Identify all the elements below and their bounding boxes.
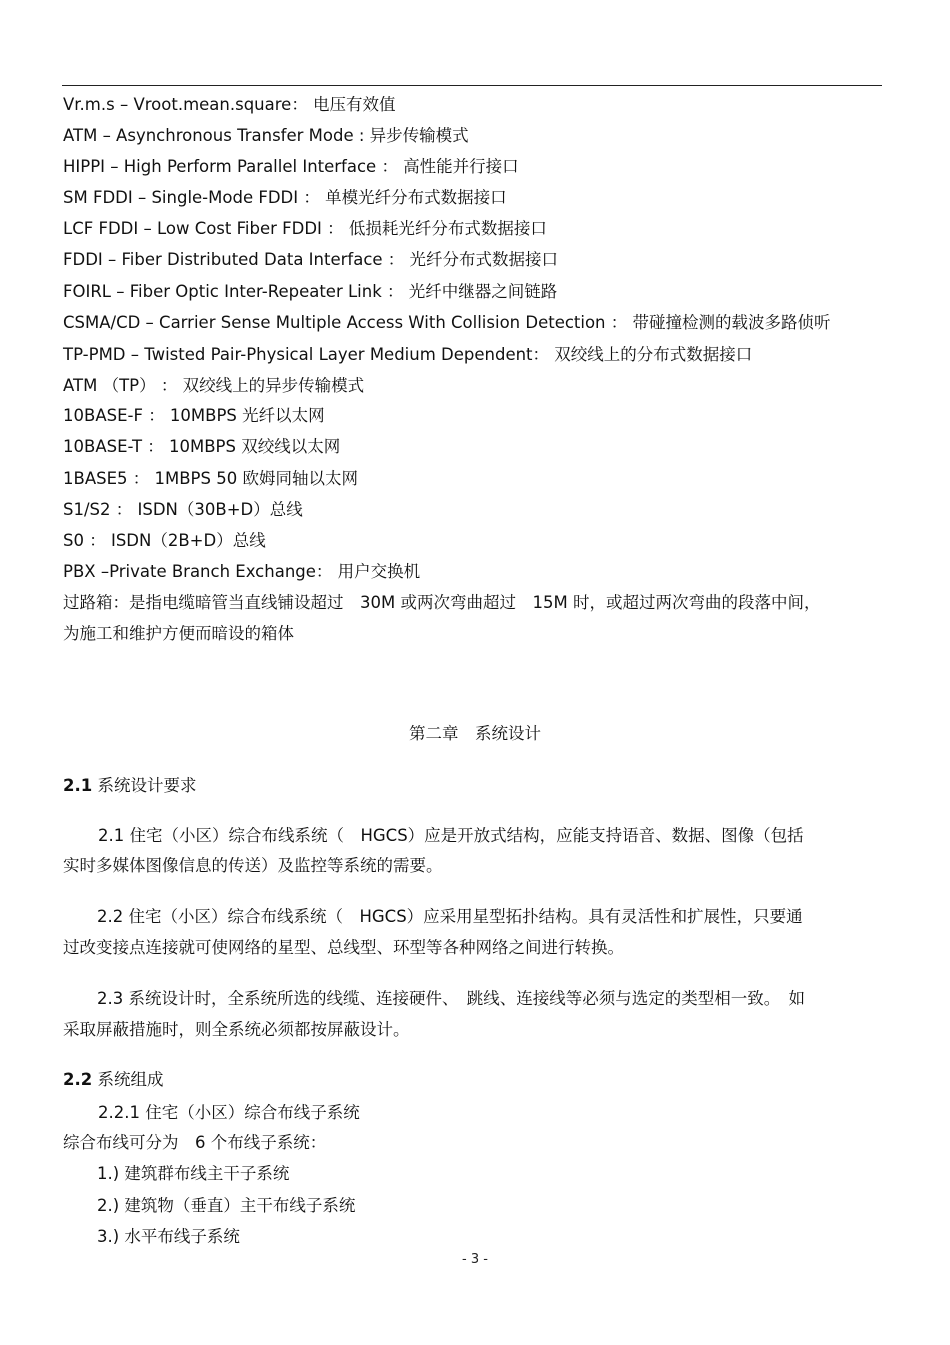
list-item: 2.) 建筑物（垂直）主干布线子系统 (97, 1196, 356, 1215)
header-rule (62, 85, 882, 86)
section-number: 2.2 (63, 1070, 93, 1089)
glossary-line: FOIRL – Fiber Optic Inter-Repeater Link ： 光纤中继器之间链路 (63, 282, 558, 301)
glossary-line: ATM – Asynchronous Transfer Mode : 异步传输模式 (63, 126, 469, 145)
glossary-line: S0 ： ISDN（2B+D）总线 (63, 531, 266, 550)
glossary-line: 10BASE-T ： 10MBPS 双绞线以太网 (63, 437, 341, 456)
paragraph-line: 2.1 住宅（小区）综合布线系统（ HGCS）应是开放式结构，应能支持语音、数据、图像（包括 (98, 826, 804, 845)
paragraph-line: 采取屏蔽措施时，则全系统必须都按屏蔽设计。 (63, 1020, 410, 1039)
glossary-line: Vr.m.s – Vroot.mean.square： 电压有效值 (63, 95, 396, 114)
list-item: 3.) 水平布线子系统 (97, 1227, 240, 1246)
glossary-line: 1BASE5 ： 1MBPS 50 欧姆同轴以太网 (63, 469, 358, 488)
glossary-line: SM FDDI – Single-Mode FDDI ： 单模光纤分布式数据接口 (63, 188, 507, 207)
glossary-line: 10BASE-F ： 10MBPS 光纤以太网 (63, 406, 325, 425)
glossary-line: ATM （TP） ： 双绞线上的异步传输模式 (63, 376, 365, 395)
glossary-line: FDDI – Fiber Distributed Data Interface ： 光纤分布式数据接口 (63, 250, 559, 269)
chapter-title: 第二章 系统设计 (409, 724, 541, 743)
section-number: 2.1 (63, 776, 93, 795)
subsection-heading: 2.2.1 住宅（小区）综合布线子系统 (98, 1103, 360, 1122)
paragraph-line: 实时多媒体图像信息的传送）及监控等系统的需要。 (63, 856, 443, 875)
glossary-line: HIPPI – High Perform Parallel Interface ： 高性能并行接口 (63, 157, 519, 176)
section-title: 系统组成 (92, 1070, 164, 1089)
glossary-line: PBX –Private Branch Exchange： 用户交换机 (63, 562, 421, 581)
section-heading-2-1 (63, 776, 196, 796)
paragraph-line: 综合布线可分为 6 个布线子系统： (63, 1133, 327, 1152)
page-number: - 3 - (462, 1252, 488, 1267)
pullbox-definition-line2: 为施工和维护方便而暗设的箱体 (63, 624, 294, 643)
list-item: 1.) 建筑群布线主干子系统 (97, 1164, 290, 1183)
paragraph-line: 过改变接点连接就可使网络的星型、总线型、环型等各种网络之间进行转换。 (63, 938, 624, 957)
glossary-line: LCF FDDI – Low Cost Fiber FDDI ： 低损耗光纤分布式数据接口 (63, 219, 547, 238)
pullbox-definition-line1: 过路箱：是指电缆暗管当直线铺设超过 30M 或两次弯曲超过 15M 时，或超过两次弯曲的段落中间， (63, 593, 821, 612)
paragraph-line: 2.2 住宅（小区）综合布线系统（ HGCS）应采用星型拓扑结构。具有灵活性和扩展性，只要通 (97, 907, 803, 926)
section-title: 系统设计要求 (92, 776, 197, 795)
glossary-line: CSMA/CD – Carrier Sense Multiple Access With Collision Detection ： 带碰撞检测的载波多路侦听 (63, 313, 831, 332)
glossary-line: S1/S2 ： ISDN（30B+D）总线 (63, 500, 303, 519)
section-heading-2-2 (63, 1070, 163, 1090)
paragraph-line: 2.3 系统设计时，全系统所选的线缆、连接硬件、 跳线、连接线等必须与选定的类型相一致。 如 (97, 989, 805, 1008)
glossary-line: TP-PMD – Twisted Pair-Physical Layer Medium Dependent： 双绞线上的分布式数据接口 (63, 345, 753, 364)
